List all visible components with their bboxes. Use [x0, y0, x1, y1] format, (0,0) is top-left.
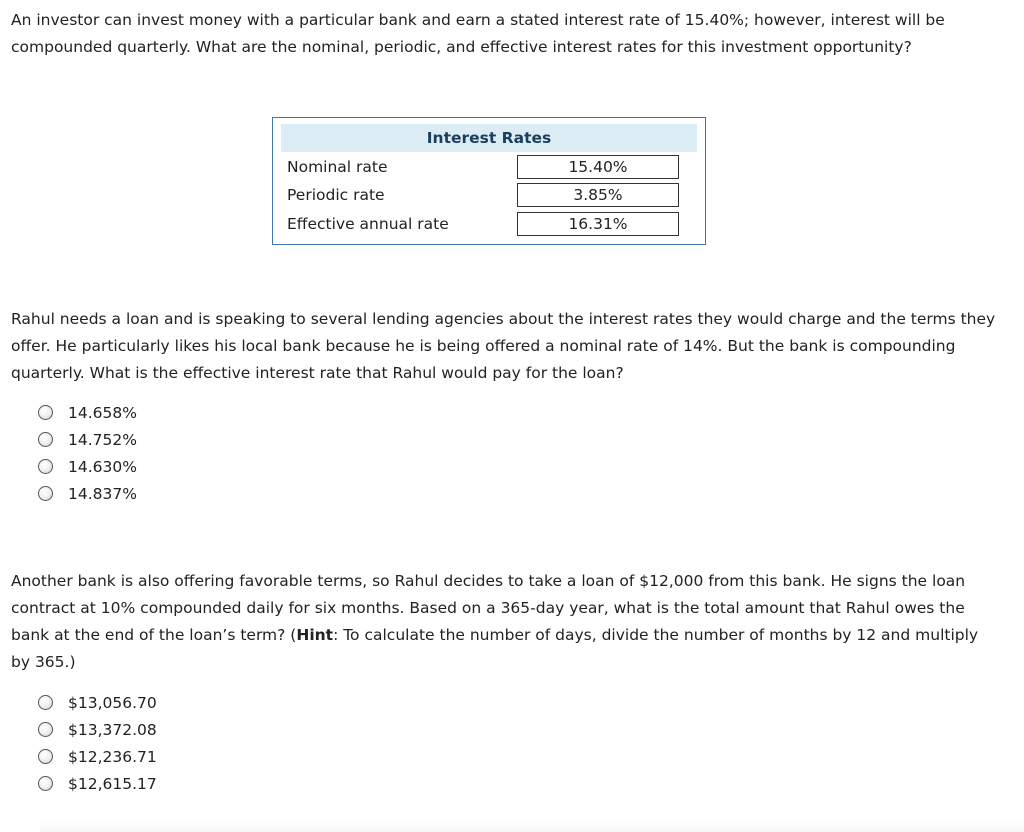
periodic-rate-row	[287, 182, 695, 208]
effective-rate-label: Effective annual rate	[287, 215, 449, 233]
question-3-text-main: Another bank is also offering favorable terms, so Rahul decides to take a loan of $12,000 from this bank. He signs the loan contract at 10% compounded daily for six months. Based on a 365-day year, what is the total amount that Rahul owes the bank at the end of the loan’s term? (	[11, 572, 966, 644]
radio-button[interactable]	[38, 432, 53, 447]
radio-button[interactable]	[38, 486, 53, 501]
radio-button[interactable]	[38, 749, 53, 764]
bottom-divider	[40, 822, 1024, 832]
interest-rates-table	[272, 117, 706, 245]
effective-rate-row	[287, 211, 695, 237]
interest-rates-title: Interest Rates	[281, 124, 697, 152]
question-1-text: An investor can invest money with a particular bank and earn a stated interest rate of 15.40%; however, interest will be compounded quarterly. What are the nominal, periodic, and effective interest rates for this investment opportunity?	[11, 11, 945, 56]
option-label[interactable]: 14.630%	[68, 458, 137, 476]
option-label[interactable]: $13,056.70	[68, 694, 157, 712]
periodic-rate-label: Periodic rate	[287, 186, 385, 204]
nominal-rate-label: Nominal rate	[287, 158, 388, 176]
radio-button[interactable]	[38, 722, 53, 737]
radio-button[interactable]	[38, 459, 53, 474]
hint-label: Hint	[296, 626, 334, 644]
option-label[interactable]: $12,615.17	[68, 775, 157, 793]
option-label[interactable]: 14.658%	[68, 404, 137, 422]
option-label[interactable]: $12,236.71	[68, 748, 157, 766]
question-2-text: Rahul needs a loan and is speaking to several lending agencies about the interest rates they would charge and the terms they offer. He particularly likes his local bank because he is being offered a nominal rate of 14%. But the bank is compounding quarterly. What is the effective interest rate that Rahul would pay for the loan?	[11, 310, 996, 382]
radio-button[interactable]	[38, 405, 53, 420]
nominal-rate-field[interactable]: 15.40%	[517, 155, 679, 179]
option-label[interactable]: 14.752%	[68, 431, 137, 449]
question-3-hint-text: : To calculate the number of days, divide the number of months by 12 and multiply by 365.)	[11, 626, 979, 671]
nominal-rate-row	[287, 154, 695, 180]
option-label[interactable]: $13,372.08	[68, 721, 157, 739]
effective-rate-field[interactable]: 16.31%	[517, 212, 679, 236]
radio-button[interactable]	[38, 776, 53, 791]
periodic-rate-field[interactable]: 3.85%	[517, 183, 679, 207]
radio-button[interactable]	[38, 695, 53, 710]
question-3-text	[11, 568, 1001, 676]
option-label[interactable]: 14.837%	[68, 485, 137, 503]
